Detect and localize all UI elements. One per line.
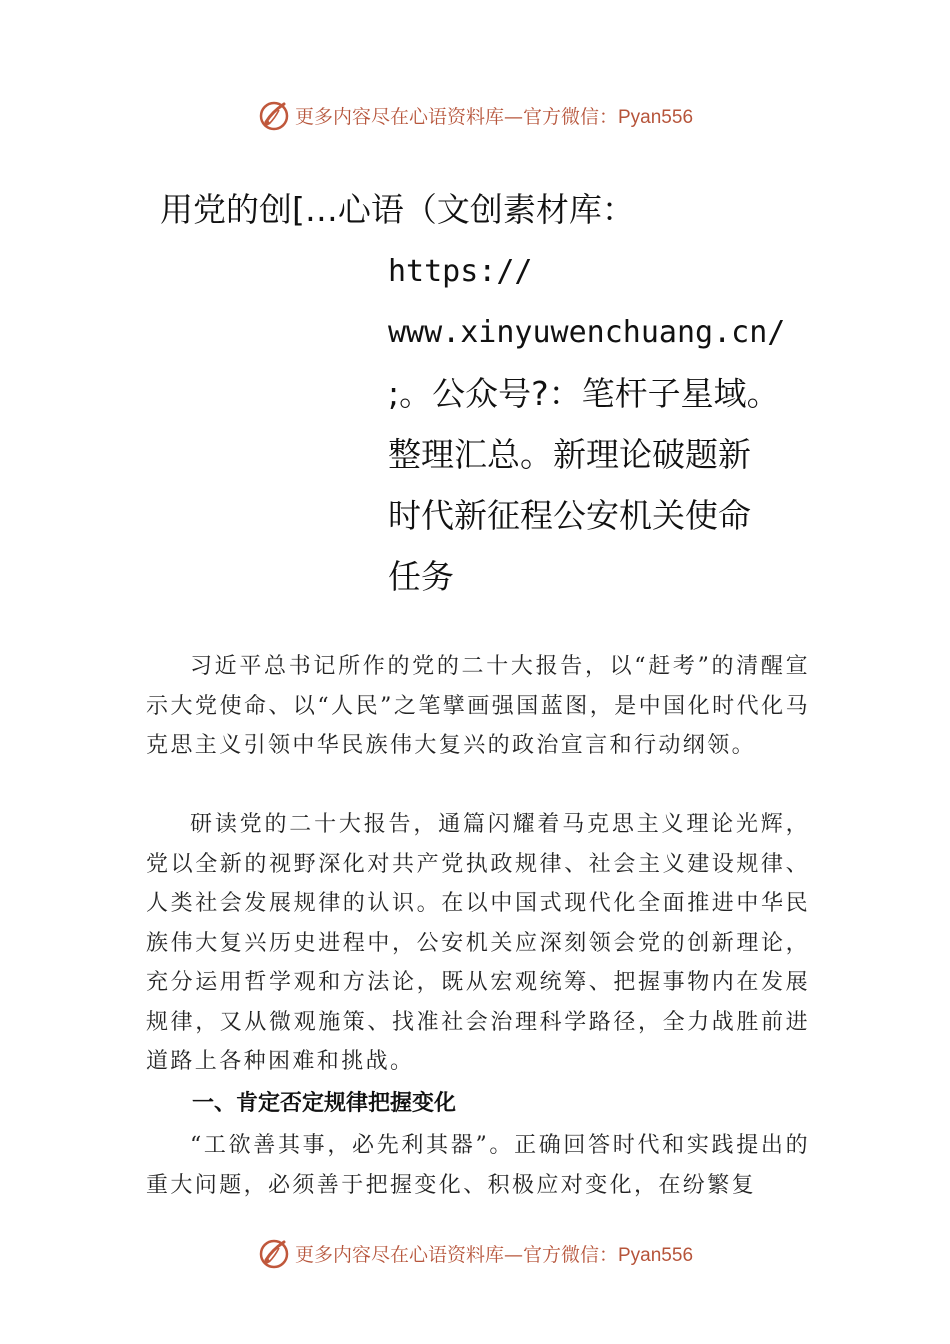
- title-line-4: ;。公众号?：笔杆子星域。: [388, 374, 780, 413]
- section-heading-1: 一、肯定否定规律把握变化: [192, 1091, 457, 1116]
- title-line-6: 时代新征程公安机关使命: [388, 496, 751, 535]
- header-banner: [0, 95, 950, 135]
- title-line-3: www.xinyuwenchuang.cn/: [388, 315, 786, 350]
- title-line-7: 任务: [388, 557, 454, 596]
- footer-banner: [0, 1233, 950, 1273]
- title-line-2: https://: [388, 254, 533, 289]
- paragraph-2: 研读党的二十大报告，通篇闪耀着马克思主义理论光辉，党以全新的视野深化对共产党执政规律、社会主义建设规律、人类社会发展规律的认识。在以中国式现代化全面推进中华民族伟大复兴历史进程中，公安机关应深刻领会党的创新理论，充分运用哲学观和方法论，既从宏观统筹、把握事物内在发展规律，又从微观施策、找准社会治理科学路径，全力战胜前进道路上各种困难和挑战。: [146, 812, 810, 1074]
- paragraph-3: “工欲善其事，必先利其器”。正确回答时代和实践提出的重大问题，必须善于把握变化、积极应对变化，在纷繁复: [146, 1133, 810, 1198]
- brush-logo-icon: [257, 98, 291, 132]
- brush-logo-icon: [257, 1236, 291, 1270]
- title-line-5: 整理汇总。新理论破题新: [388, 435, 751, 474]
- banner-text: 更多内容尽在心语资料库—官方微信：Pyan556: [294, 105, 694, 128]
- banner-text: 更多内容尽在心语资料库—官方微信：Pyan556: [294, 1243, 694, 1266]
- title-line-1: 用党的创[…心语（文创素材库：: [160, 190, 635, 229]
- paragraph-1: 习近平总书记所作的党的二十大报告，以“赶考”的清醒宣示大党使命、以“人民”之笔擘画强国蓝图，是中国化时代化马克思主义引领中华民族伟大复兴的政治宣言和行动纲领。: [146, 654, 810, 758]
